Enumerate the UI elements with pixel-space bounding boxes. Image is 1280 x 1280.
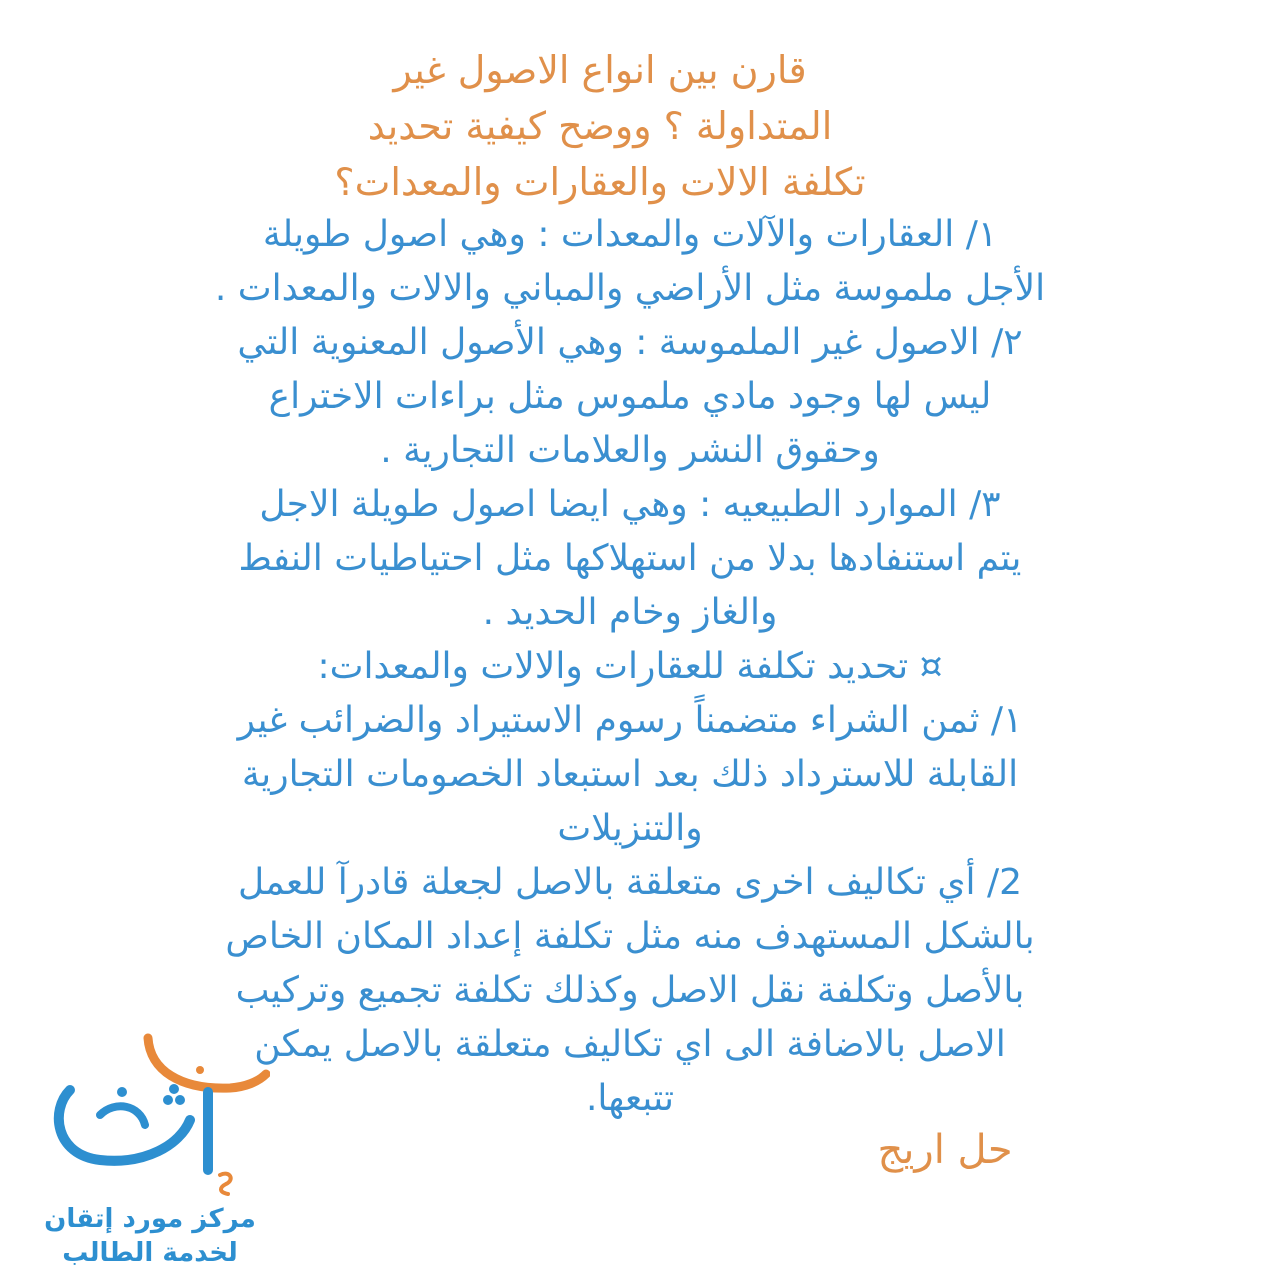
question-heading bbox=[250, 42, 950, 210]
question-line: المتداولة ؟ ووضح كيفية تحديد bbox=[367, 104, 833, 148]
answer-line: بالأصل وتكلفة نقل الاصل وكذلك تكلفة تجميع وتركيب bbox=[235, 970, 1025, 1011]
answer-line: الاصل بالاضافة الى اي تكاليف متعلقة بالاصل يمكن bbox=[254, 1024, 1006, 1065]
answer-line: والتنزيلات bbox=[557, 808, 703, 849]
author-signature: حل اريج bbox=[877, 1127, 1013, 1173]
answer-line: والغاز وخام الحديد . bbox=[482, 592, 778, 633]
logo-name-line: مركز مورد إتقان bbox=[44, 1204, 256, 1234]
answer-line: تتبعها. bbox=[585, 1078, 675, 1119]
itqan-logo-mark bbox=[30, 1030, 270, 1205]
question-line: قارن بين انواع الاصول غير bbox=[393, 48, 807, 92]
answer-line: القابلة للاسترداد ذلك بعد استبعاد الخصومات التجارية bbox=[241, 754, 1019, 795]
answer-line: ¤ تحديد تكلفة للعقارات والالات والمعدات: bbox=[317, 646, 943, 687]
answer-line: وحقوق النشر والعلامات التجارية . bbox=[380, 430, 880, 471]
logo-caption bbox=[30, 1202, 270, 1270]
answer-line: بالشكل المستهدف منه مثل تكلفة إعداد المكان الخاص bbox=[225, 916, 1035, 957]
logo-tagline: لخدمة الطالب bbox=[62, 1238, 238, 1268]
center-logo bbox=[30, 1030, 270, 1270]
answer-line: 2/ أي تكاليف اخرى متعلقة بالاصل لجعلة قادرآ للعمل bbox=[237, 862, 1023, 903]
answer-body bbox=[160, 208, 1100, 1126]
question-line: تكلفة الالات والعقارات والمعدات؟ bbox=[334, 160, 866, 204]
answer-line: ١/ العقارات والآلات والمعدات : وهي اصول طويلة bbox=[262, 214, 998, 255]
answer-line: الأجل ملموسة مثل الأراضي والمباني والالات والمعدات . bbox=[214, 268, 1046, 309]
answer-line: ١/ ثمن الشراء متضمناً رسوم الاستيراد والضرائب غير bbox=[237, 700, 1023, 741]
answer-line: ٢/ الاصول غير الملموسة : وهي الأصول المعنوية التي bbox=[237, 322, 1023, 363]
answer-line: يتم استنفادها بدلا من استهلاكها مثل احتياطيات النفط bbox=[238, 538, 1022, 579]
answer-line: ليس لها وجود مادي ملموس مثل براءات الاختراع bbox=[268, 376, 992, 417]
answer-line: ٣/ الموارد الطبيعيه : وهي ايضا اصول طويلة الاجل bbox=[259, 484, 1001, 525]
